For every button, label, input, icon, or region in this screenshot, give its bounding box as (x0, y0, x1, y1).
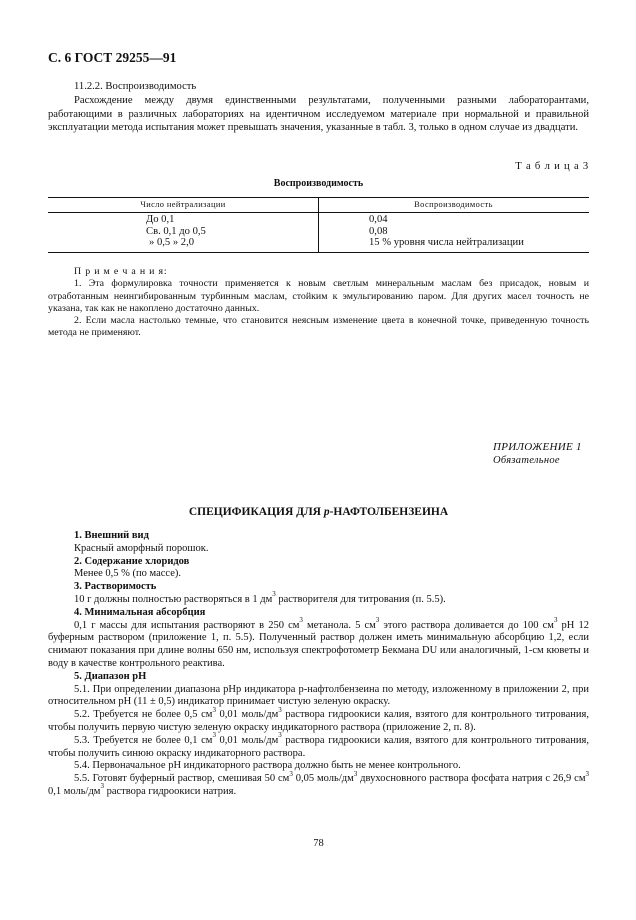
spec-text (48, 590, 589, 607)
table-title: Воспроизводимость (273, 178, 364, 189)
spec-text: Менее 0,5 % (по массе). (74, 568, 181, 580)
text-run: двухосновного раствора фосфата натрия с 26,9 см (357, 773, 586, 785)
appendix-status: Обязательное (493, 455, 560, 466)
appendix-label (493, 440, 582, 468)
spec-heading: 5. Диапазон рН (74, 670, 147, 682)
superscript: 3 (289, 769, 293, 778)
table-label: Т а б л и ц а 3 (515, 161, 589, 172)
page-number: 78 (313, 838, 324, 849)
table-column-values (146, 214, 316, 249)
superscript: 3 (272, 590, 276, 599)
notes-title: П р и м е ч а н и я: (74, 266, 168, 277)
text-run: растворителя для титрования (п. 5.5). (275, 593, 446, 605)
text-run: метанола. 5 см (302, 619, 376, 631)
superscript: 3 (100, 782, 104, 791)
spec-heading: 4. Минимальная абсорбция (74, 606, 206, 618)
text-run: 0,01 моль/дм (215, 709, 279, 721)
page-header: С. 6 ГОСТ 29255—91 (48, 50, 177, 65)
spec-text: 5.4. Первоначальное рН индикаторного раствора должно быть не менее контрольного. (74, 760, 461, 772)
text-run: 0,1 г массы для испытания растворяют в 250 см (74, 619, 300, 631)
superscript: 3 (278, 705, 282, 714)
superscript: 3 (585, 769, 589, 778)
table-cell: До 0,1 (146, 214, 175, 225)
table-cell: Св. 0,1 до 0,5 (146, 225, 206, 237)
spec-text (48, 616, 589, 671)
table-cell: » 0,5 » 2,0 (149, 237, 195, 249)
superscript: 3 (299, 616, 303, 625)
spec-text (48, 705, 589, 735)
text-run: 0,1 моль/дм (48, 785, 101, 797)
superscript: 3 (212, 731, 216, 740)
table-cell: 0,04 (369, 214, 388, 225)
text-run: 10 г должны полностью растворяться в 1 дм (74, 593, 273, 605)
spec-title (48, 506, 589, 518)
superscript: 3 (353, 769, 358, 778)
spec-title-italic: р (323, 506, 330, 518)
text-run: 5.5. Готовят буферный раствор, смешивая 50 см (74, 773, 290, 785)
superscript: 3 (212, 705, 216, 714)
spec-heading: 3. Растворимость (74, 581, 157, 593)
spec-title-suffix: -НАФТОЛБЕНЗЕИНА (329, 506, 449, 518)
superscript: 3 (553, 616, 558, 625)
table-column-values (369, 214, 589, 249)
text-run: раствора гидроокиси калия, взятого для контрольного титрования, чтобы получить первую чистую зеленую окраску индикаторного раствора (приложение 2, п. 8). (48, 709, 589, 733)
table-header-cell: Число нейтрализации (140, 200, 226, 209)
spec-heading: 1. Внешний вид (74, 530, 149, 541)
text-run: 0,01 моль/дм (215, 734, 279, 746)
spec-title-prefix: СПЕЦИФИКАЦИЯ ДЛЯ (188, 506, 324, 518)
section-paragraph: Расхождение между двумя единственными результатами, полученными разными лабораторантами, работающими в различных лабораториях на идентичном исследуемом материале при нормальной и правильной эксплуатации метода испытания может превышать значения, указанные в табл. 3, только в одном случае из двадцати. (48, 94, 589, 134)
text-run: рН 12 буферным раствором (приложение 1, п. 5.5). Полученный раствор должен иметь минимальную абсорбцию 1,2, если снимают показания при длине волны 650 нм, используя спектрофотометр Бекмана DU или аналогичный, 1-см кюветы и воду в качестве контрольного реактива. (48, 619, 589, 669)
text-run: 5.2. Требуется не более 0,5 см (74, 709, 213, 721)
table-cell: 15 % уровня числа нейтрализации (369, 237, 524, 249)
text-run: этого раствора доливается до 100 см (379, 619, 554, 631)
text-run: 5.3. Требуется не более 0,1 см (74, 734, 213, 746)
section-11-2-2 (48, 80, 589, 135)
table-header-cell: Воспроизводимость (414, 200, 493, 209)
notes (48, 266, 589, 340)
spec-body (48, 530, 589, 799)
spec-text (48, 769, 589, 799)
spec-heading: 2. Содержание хлоридов (74, 555, 190, 567)
note-item: 2. Если масла настолько темные, что становится неясным изменение цвета в конечной точке, приведенную точность метода не применяют. (48, 315, 589, 339)
superscript: 3 (375, 616, 380, 625)
superscript: 3 (278, 731, 282, 740)
text-run: раствора гидроокиси натрия. (103, 785, 237, 797)
table-cell: 0,08 (369, 225, 388, 237)
text-run: 0,05 моль/дм (292, 773, 354, 785)
spec-text: Красный аморфный порошок. (74, 542, 209, 554)
spec-text: 5.1. При определении диапазона рНр индикатора р-нафтолбензеина по методу, изложенному в приложении 2, при относительном рН (11 ± 0,5) индикатор принимает чистую зеленую окраску. (48, 683, 589, 708)
section-heading: 11.2.2. Воспроизводимость (74, 81, 197, 92)
text-run: раствора гидроокиси калия, взятого для контрольного титрования, чтобы получить синюю окраску индикаторного раствора. (48, 734, 589, 759)
table-bottom-rule (48, 252, 589, 253)
note-item: 1. Эта формулировка точности применяется к новым светлым минеральным маслам без присадок, новым и отработанным неингибированным турбинным маслам, стойким к эмульгированию паром. Для других масел точность не указана, так как не накоплено достаточно данных. (48, 278, 589, 314)
spec-text (48, 731, 589, 761)
appendix-title: ПРИЛОЖЕНИЕ 1 (493, 441, 582, 453)
